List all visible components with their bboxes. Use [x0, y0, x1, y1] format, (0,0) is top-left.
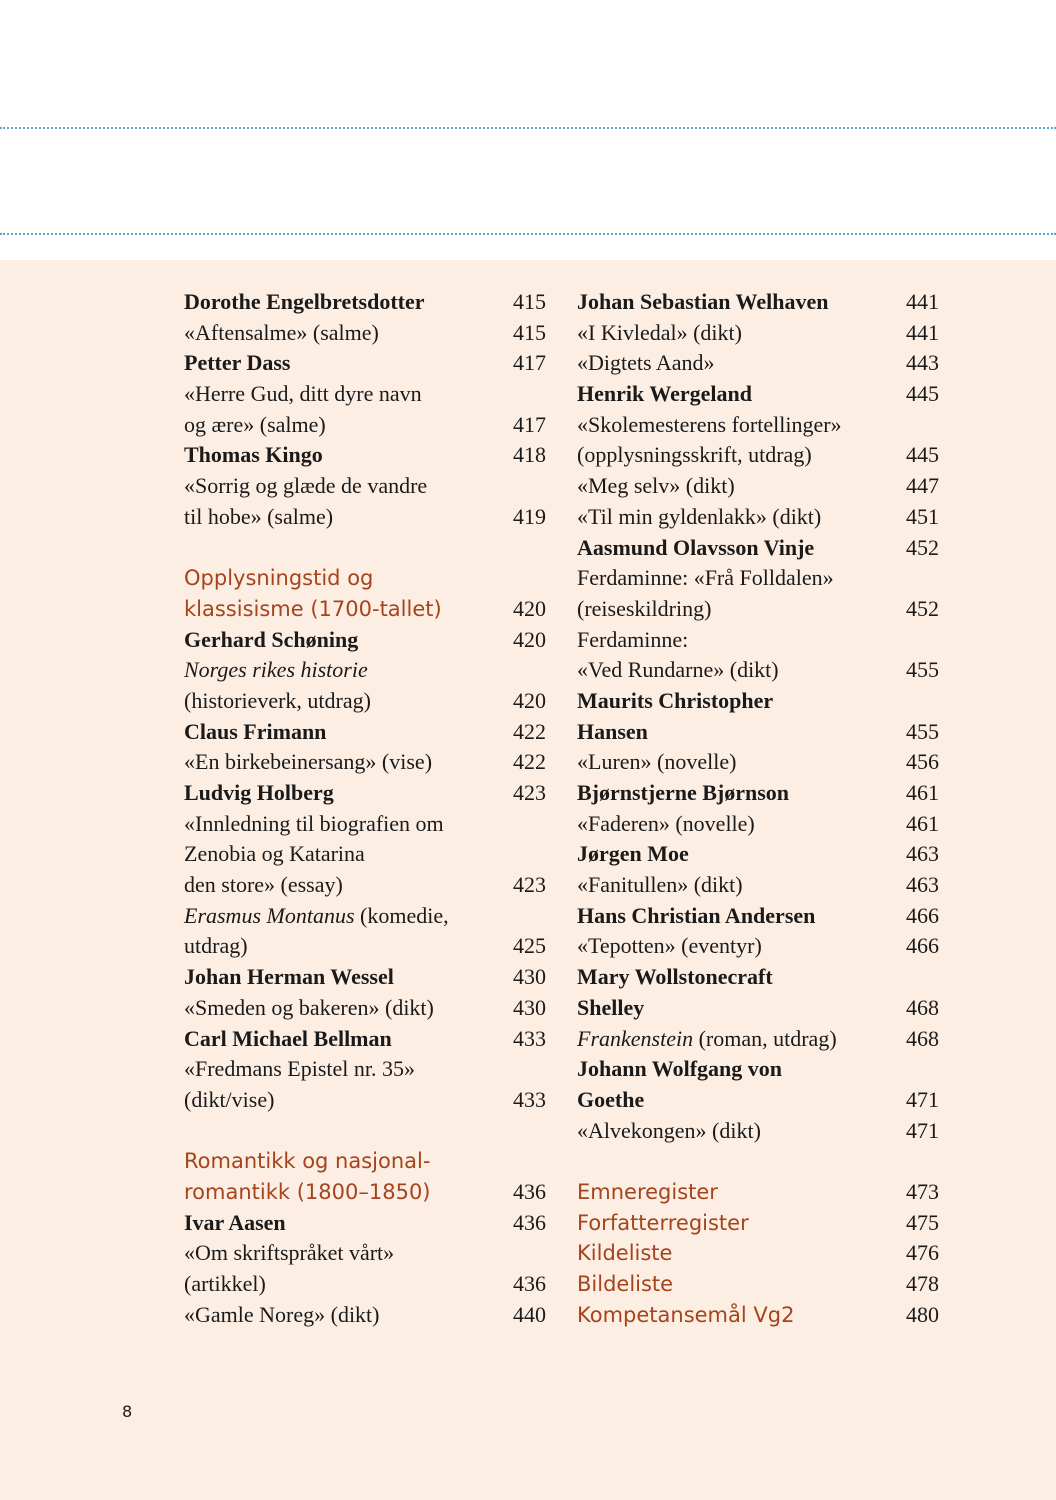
work-title: «Alvekongen» (dikt) — [577, 1117, 761, 1143]
work-title: «Smeden og bakeren» (dikt) — [184, 994, 434, 1020]
toc-entry — [577, 931, 939, 962]
page-ref: 468 — [906, 1025, 939, 1051]
toc-entry — [577, 1024, 939, 1055]
toc-entry — [184, 440, 546, 471]
work-title: «Meg selv» (dikt) — [577, 473, 735, 499]
toc-entry — [577, 1054, 939, 1085]
page-ref: 433 — [513, 1086, 546, 1112]
section-title: Kildeliste — [577, 1241, 673, 1266]
section-title: romantikk (1800–1850) — [184, 1179, 431, 1204]
toc-entry — [577, 901, 939, 932]
toc-entry — [184, 962, 546, 993]
page-ref: 422 — [513, 749, 546, 775]
work-title: Zenobia og Katarina — [184, 841, 365, 867]
section-title: Emneregister — [577, 1179, 718, 1204]
work-title: «Aftensalme» (salme) — [184, 319, 379, 345]
toc-section-heading — [184, 563, 546, 594]
toc-entry — [577, 594, 939, 625]
toc-entry — [184, 655, 546, 686]
toc-entry — [577, 778, 939, 809]
work-title: Norges rikes historie — [184, 657, 368, 683]
page-ref: 436 — [513, 1271, 546, 1296]
toc-section-heading — [184, 594, 546, 625]
toc-entry — [184, 379, 546, 410]
toc-entry — [184, 471, 546, 502]
toc-section-heading — [184, 1177, 546, 1208]
author-name: Dorothe Engelbretsdotter — [184, 289, 425, 314]
page-ref: 456 — [906, 749, 939, 775]
work-title: «En birkebeinersang» (vise) — [184, 749, 433, 775]
toc-entry — [184, 348, 546, 379]
section-gap — [577, 1146, 939, 1177]
toc-entry — [577, 839, 939, 870]
author-name: Jørgen Moe — [577, 841, 689, 867]
page-ref: 466 — [906, 933, 939, 959]
work-title: «Tepotten» (eventyr) — [577, 933, 762, 959]
page-ref: 441 — [906, 289, 939, 314]
toc-entry — [184, 839, 546, 870]
author-name: Claus Frimann — [184, 718, 327, 744]
toc-entry — [577, 655, 939, 686]
toc-entry — [577, 563, 939, 594]
page-ref: 445 — [906, 442, 939, 468]
toc-section-heading — [577, 1177, 939, 1208]
page-ref: 471 — [906, 1086, 939, 1112]
toc-section-heading — [577, 1269, 939, 1300]
page-ref: 436 — [513, 1178, 546, 1204]
author-name: Johan Sebastian Welhaven — [577, 289, 829, 314]
toc-entry — [577, 410, 939, 441]
work-title: «Ved Rundarne» (dikt) — [577, 657, 779, 683]
toc-entry — [184, 717, 546, 748]
page-number: 8 — [122, 1402, 133, 1421]
page-ref: 443 — [906, 350, 939, 376]
page-ref: 461 — [906, 780, 939, 805]
toc-entry — [577, 533, 939, 564]
toc-entry — [184, 1054, 546, 1085]
work-title: «Gamle Noreg» (dikt) — [184, 1301, 380, 1327]
toc-entry — [577, 348, 939, 379]
work-title: «Sorrig og glæde de vandre — [184, 473, 428, 499]
author-name: Thomas Kingo — [184, 442, 323, 468]
author-name: Johan Herman Wessel — [184, 964, 394, 990]
toc-entry — [184, 686, 546, 717]
toc-section-heading — [577, 1300, 939, 1331]
page-ref: 466 — [906, 902, 939, 928]
toc-section-heading — [577, 1238, 939, 1269]
work-title: «Skolemesterens fortellinger» — [577, 411, 842, 437]
page-ref: 441 — [906, 319, 939, 345]
author-name: Shelley — [577, 994, 645, 1020]
page-ref: 468 — [906, 994, 939, 1020]
work-title: «Innledning til biografien om — [184, 810, 444, 836]
toc-entry — [184, 1024, 546, 1055]
work-title: (artikkel) — [184, 1271, 266, 1296]
author-name: Johann Wolfgang von — [577, 1056, 783, 1082]
toc-entry — [577, 962, 939, 993]
toc-entry — [577, 287, 939, 318]
author-name: Goethe — [577, 1086, 645, 1112]
page-ref: 478 — [906, 1271, 939, 1296]
author-name: Hans Christian Andersen — [577, 902, 816, 928]
toc-entry — [577, 379, 939, 410]
toc-entry — [184, 1238, 546, 1269]
page-ref: 445 — [906, 381, 939, 407]
author-name: Bjørnstjerne Bjørnson — [577, 780, 790, 805]
toc-entry — [577, 717, 939, 748]
toc-entry — [184, 410, 546, 441]
page-ref: 452 — [906, 595, 939, 621]
page-ref: 463 — [906, 841, 939, 867]
page-ref: 461 — [906, 810, 939, 836]
section-title: Romantikk og nasjonal- — [184, 1149, 431, 1174]
author-name: Ludvig Holberg — [184, 780, 334, 805]
work-title-italic: Frankenstein — [577, 1025, 694, 1051]
page-ref: 420 — [513, 626, 546, 652]
page-ref: 418 — [513, 442, 546, 468]
toc-section-heading — [577, 1208, 939, 1239]
work-title: «I Kivledal» (dikt) — [577, 319, 742, 345]
work-title: utdrag) — [184, 933, 248, 959]
toc-entry — [577, 471, 939, 502]
work-title: den store» (essay) — [184, 872, 343, 898]
author-name: Maurits Christopher — [577, 687, 774, 713]
toc-entry — [184, 993, 546, 1024]
work-title — [184, 903, 449, 928]
section-title: Bildeliste — [577, 1272, 674, 1296]
page-ref: 430 — [513, 964, 546, 990]
page-ref: 463 — [906, 872, 939, 898]
toc-entry — [184, 1085, 546, 1116]
toc-entry — [184, 778, 546, 809]
author-name: Carl Michael Bellman — [184, 1025, 392, 1051]
toc-entry — [184, 1269, 546, 1300]
author-name: Mary Wollstonecraft — [577, 964, 773, 990]
toc-entry — [577, 993, 939, 1024]
work-title: «Faderen» (novelle) — [577, 810, 755, 836]
work-title: til hobe» (salme) — [184, 503, 334, 529]
section-gap — [184, 533, 546, 564]
toc-entry — [184, 287, 546, 318]
page-ref: 425 — [513, 933, 546, 959]
page-ref: 430 — [513, 994, 546, 1020]
page-ref: 476 — [906, 1240, 939, 1266]
work-title: «Fredmans Epistel nr. 35» — [184, 1056, 415, 1082]
page-ref: 475 — [906, 1209, 939, 1235]
page-ref: 423 — [513, 872, 546, 898]
work-title: «Fanitullen» (dikt) — [577, 872, 743, 898]
toc-entry — [184, 931, 546, 962]
work-title: «Digtets Aand» — [577, 350, 715, 376]
author-name: Aasmund Olavsson Vinje — [577, 534, 815, 560]
bottom-dotted-rule — [0, 233, 1056, 235]
author-name: Ivar Aasen — [184, 1209, 286, 1235]
toc-entry — [577, 1116, 939, 1147]
work-title: (dikt/vise) — [184, 1086, 275, 1112]
toc-entry — [577, 440, 939, 471]
toc-entry — [577, 318, 939, 349]
page-ref: 417 — [513, 350, 546, 376]
page-ref: 417 — [513, 411, 546, 437]
page-ref: 415 — [513, 289, 546, 314]
page-ref: 480 — [906, 1301, 939, 1327]
work-title: og ære» (salme) — [184, 411, 326, 437]
page-ref: 440 — [513, 1301, 546, 1327]
toc-section-heading — [184, 1146, 546, 1177]
page-ref: 455 — [906, 657, 939, 683]
section-title: Kompetansemål Vg2 — [577, 1302, 795, 1327]
work-title: (opplysningsskrift, utdrag) — [577, 442, 812, 468]
work-title: (historieverk, utdrag) — [184, 687, 371, 713]
page-ref: 423 — [513, 780, 546, 805]
toc-entry — [577, 870, 939, 901]
toc-entry — [577, 625, 939, 656]
page-ref: 422 — [513, 718, 546, 744]
work-title: «Herre Gud, ditt dyre navn — [184, 381, 422, 407]
section-title: Forfatterregister — [577, 1210, 749, 1235]
page-ref: 451 — [906, 503, 939, 529]
author-name: Hansen — [577, 718, 648, 744]
toc-entry — [184, 625, 546, 656]
toc-entry — [577, 686, 939, 717]
page-ref: 471 — [906, 1117, 939, 1143]
toc-entry — [577, 1085, 939, 1116]
page-ref: 473 — [906, 1178, 939, 1204]
toc-entry — [184, 901, 546, 932]
toc-entry — [184, 1208, 546, 1239]
work-description: (roman, utdrag) — [693, 1025, 837, 1051]
page-ref: 436 — [513, 1209, 546, 1235]
toc-entry — [184, 809, 546, 840]
work-title: Ferdaminne: «Frå Folldalen» — [577, 565, 834, 591]
toc-entry — [184, 318, 546, 349]
page-ref: 433 — [513, 1025, 546, 1051]
work-title-italic: Erasmus Montanus — [184, 902, 355, 928]
toc-right-column — [577, 287, 939, 1330]
toc-entry — [184, 1300, 546, 1331]
page-ref: 447 — [906, 473, 939, 499]
top-dotted-rule — [0, 127, 1056, 129]
work-title: (reiseskildring) — [577, 595, 712, 621]
toc-entry — [577, 747, 939, 778]
page-ref: 455 — [906, 718, 939, 744]
author-name: Henrik Wergeland — [577, 381, 752, 407]
page-ref: 419 — [513, 503, 546, 529]
page-ref: 420 — [513, 687, 546, 713]
page-ref: 415 — [513, 319, 546, 345]
toc-entry — [184, 502, 546, 533]
toc-entry — [184, 747, 546, 778]
toc-entry — [577, 809, 939, 840]
toc-left-column — [184, 287, 546, 1330]
page-ref: 452 — [906, 534, 939, 560]
page-ref: 420 — [513, 595, 546, 621]
author-name: Gerhard Schøning — [184, 626, 359, 652]
toc-entry — [577, 502, 939, 533]
work-description: (komedie, — [354, 902, 449, 928]
work-title: «Luren» (novelle) — [577, 749, 737, 775]
work-title: Ferdaminne: — [577, 626, 689, 652]
section-gap — [184, 1116, 546, 1147]
section-title: Opplysningstid og — [184, 566, 374, 591]
toc-entry — [184, 870, 546, 901]
author-name: Petter Dass — [184, 350, 291, 376]
work-title: «Om skriftspråket vårt» — [184, 1240, 395, 1266]
header-area — [0, 0, 1056, 260]
work-title — [577, 1026, 837, 1051]
work-title: «Til min gyldenlakk» (dikt) — [577, 503, 822, 529]
section-title: klassisisme (1700-tallet) — [184, 596, 442, 621]
